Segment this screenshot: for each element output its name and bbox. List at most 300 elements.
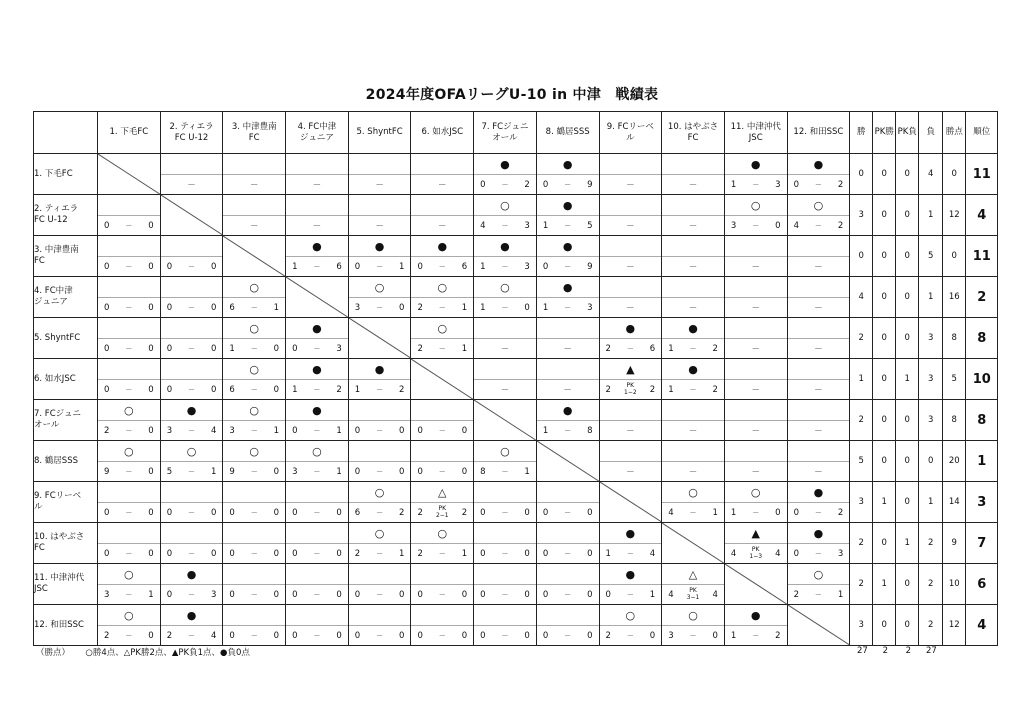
- match-score: [349, 421, 411, 440]
- match-cell: [599, 400, 662, 441]
- score-separator: －: [564, 180, 572, 189]
- match-cell: [98, 318, 161, 359]
- pk-score: 1−3: [749, 552, 763, 560]
- match-score: [600, 462, 662, 481]
- match-score: [725, 462, 787, 481]
- score-separator: －: [250, 631, 258, 640]
- result-symbol-icon: [537, 605, 599, 626]
- pk-score: 3−1: [686, 593, 700, 601]
- rank: 1: [966, 441, 998, 482]
- goals-for: 1: [542, 220, 549, 231]
- goals-for: 0: [229, 589, 235, 600]
- match-score: [98, 585, 160, 604]
- goals-for: 0: [292, 589, 298, 600]
- goals-for: 0: [229, 548, 235, 559]
- no-match-dash: －: [563, 344, 572, 355]
- rank: 3: [966, 482, 998, 523]
- goals-for: 3: [354, 302, 361, 313]
- result-symbol-icon: [161, 154, 223, 175]
- match-score: [98, 339, 160, 358]
- result-symbol-icon: ●: [411, 236, 473, 257]
- stat-losses: 2: [919, 523, 943, 564]
- match-score: [662, 380, 724, 399]
- result-symbol-icon: [161, 482, 223, 503]
- match-cell: [286, 441, 349, 482]
- goals-against: 0: [210, 384, 217, 395]
- result-symbol-icon: ○: [411, 318, 473, 339]
- goals-for: 3: [166, 425, 173, 436]
- team-name: 5. ShyntFC: [34, 318, 98, 359]
- stat-points: 8: [943, 400, 966, 441]
- score-separator: －: [438, 631, 446, 640]
- score-separator: －: [501, 221, 509, 230]
- match-score: [349, 544, 411, 563]
- stat-losses: 1: [919, 482, 943, 523]
- result-symbol-icon: [788, 359, 850, 380]
- stat-points: 12: [943, 195, 966, 236]
- diagonal-cell: [662, 523, 725, 564]
- score-separator: －: [125, 221, 133, 230]
- stat-pk-losses: 1: [896, 359, 919, 400]
- legend-text: ○勝4点、△PK勝2点、▲PK負1点、●負0点: [85, 648, 250, 658]
- match-score: [474, 626, 536, 645]
- points-legend: [36, 646, 250, 658]
- result-symbol-icon: [662, 154, 724, 175]
- match-cell: [223, 523, 286, 564]
- goals-against: 0: [148, 466, 154, 477]
- match-cell: [536, 564, 599, 605]
- goals-for: 4: [668, 507, 674, 518]
- result-symbol-icon: △: [662, 564, 724, 585]
- diagonal-line-icon: [349, 318, 411, 358]
- match-cell: [599, 318, 662, 359]
- goals-against: 9: [587, 179, 593, 190]
- diagonal-cell: [536, 441, 599, 482]
- stat-wins: 2: [850, 318, 873, 359]
- result-symbol-icon: [474, 318, 536, 339]
- score-separator: －: [564, 631, 572, 640]
- match-score: [161, 462, 223, 481]
- result-symbol-icon: [349, 441, 411, 462]
- diagonal-cell: [474, 400, 537, 441]
- match-score: [725, 339, 787, 358]
- goals-for: 2: [104, 425, 110, 436]
- goals-against: 1: [461, 302, 468, 313]
- score-separator: －: [689, 631, 697, 640]
- result-symbol-icon: ○: [223, 318, 285, 339]
- result-symbol-icon: [223, 605, 285, 626]
- result-symbol-icon: [411, 195, 473, 216]
- stat-pk-wins: 0: [873, 359, 896, 400]
- goals-for: 9: [229, 466, 235, 477]
- match-cell: [474, 441, 537, 482]
- match-score: [600, 298, 662, 317]
- match-cell: [724, 400, 787, 441]
- goals-for: 3: [292, 466, 298, 477]
- stat-points: 5: [943, 359, 966, 400]
- goals-for: 0: [542, 630, 549, 641]
- match-cell: [98, 400, 161, 441]
- result-symbol-icon: [474, 605, 536, 626]
- goals-for: 2: [104, 630, 110, 641]
- no-match-dash: －: [751, 303, 760, 314]
- goals-for: 2: [605, 630, 611, 641]
- match-cell: [160, 318, 223, 359]
- score-separator: －: [376, 590, 384, 599]
- goals-against: 1: [336, 425, 342, 436]
- score-separator: －: [626, 590, 634, 599]
- result-symbol-icon: ○: [725, 195, 787, 216]
- match-score: [537, 339, 599, 358]
- team-name: 9. FCリーベ ル: [34, 482, 98, 523]
- result-symbol-icon: ●: [788, 482, 850, 503]
- match-cell: [286, 236, 349, 277]
- corner-cell: [34, 112, 98, 154]
- match-score: [161, 380, 223, 399]
- team-name: 11. 中津沖代 JSC: [34, 564, 98, 605]
- match-cell: [348, 523, 411, 564]
- result-symbol-icon: [600, 154, 662, 175]
- goals-for: 0: [480, 179, 486, 190]
- goals-for: 0: [104, 302, 110, 313]
- goals-against: 1: [649, 589, 656, 600]
- goals-against: 0: [210, 548, 217, 559]
- match-cell: [160, 359, 223, 400]
- stat-wins: 2: [850, 564, 873, 605]
- diagonal-line-icon: [98, 154, 160, 194]
- score-separator: －: [376, 467, 384, 476]
- match-score: [725, 257, 787, 276]
- match-cell: [160, 277, 223, 318]
- pk-label: PK: [751, 546, 760, 553]
- result-symbol-icon: [537, 564, 599, 585]
- result-symbol-icon: [788, 400, 850, 421]
- result-symbol-icon: ○: [600, 605, 662, 626]
- score-separator: －: [125, 508, 133, 517]
- score-separator: －: [313, 344, 321, 353]
- result-symbol-icon: ○: [788, 195, 850, 216]
- goals-against: 1: [524, 466, 530, 477]
- match-score: [161, 339, 223, 358]
- match-cell: [474, 154, 537, 195]
- match-cell: [662, 236, 725, 277]
- score-separator: －: [501, 590, 509, 599]
- result-symbol-icon: ●: [788, 523, 850, 544]
- goals-for: 0: [542, 179, 549, 190]
- no-match-dash: －: [626, 221, 635, 232]
- match-cell: [536, 400, 599, 441]
- goals-against: 0: [461, 425, 468, 436]
- stat-losses: 3: [919, 318, 943, 359]
- goals-against: 1: [336, 466, 342, 477]
- goals-against: 0: [524, 302, 530, 313]
- match-score: [662, 216, 724, 235]
- result-symbol-icon: [411, 605, 473, 626]
- result-symbol-icon: [223, 523, 285, 544]
- match-cell: [286, 318, 349, 359]
- goals-against: 5: [587, 220, 593, 231]
- match-cell: [286, 605, 349, 646]
- goals-against: 4: [775, 548, 781, 559]
- goals-against: 0: [148, 630, 154, 641]
- match-score: [725, 626, 787, 645]
- score-separator: －: [125, 385, 133, 394]
- match-score: [223, 380, 285, 399]
- column-header-stat: 勝点: [943, 112, 966, 154]
- score-separator: －: [313, 590, 321, 599]
- match-cell: [98, 482, 161, 523]
- match-score: [725, 421, 787, 440]
- match-cell: [474, 318, 537, 359]
- goals-for: 0: [417, 425, 423, 436]
- goals-for: 1: [668, 384, 674, 395]
- match-cell: [599, 195, 662, 236]
- diagonal-cell: [160, 195, 223, 236]
- match-score: [98, 462, 160, 481]
- score-separator: －: [250, 467, 258, 476]
- match-score: [788, 421, 850, 440]
- goals-for: 1: [480, 302, 486, 313]
- match-score: [223, 421, 285, 440]
- goals-against: 4: [712, 589, 718, 600]
- score-separator: －: [313, 631, 321, 640]
- match-score: [286, 544, 348, 563]
- result-symbol-icon: [788, 318, 850, 339]
- result-symbol-icon: [600, 236, 662, 257]
- match-score: [474, 503, 536, 522]
- match-score: [349, 462, 411, 481]
- match-score: [662, 626, 724, 645]
- match-cell: [160, 523, 223, 564]
- table-row: [34, 400, 998, 441]
- no-match-dash: －: [626, 467, 635, 478]
- result-symbol-icon: ●: [537, 400, 599, 421]
- goals-for: 1: [730, 179, 737, 190]
- result-symbol-icon: [223, 482, 285, 503]
- no-match-dash: －: [751, 426, 760, 437]
- stat-losses: 1: [919, 195, 943, 236]
- match-cell: [348, 482, 411, 523]
- goals-for: 2: [166, 630, 173, 641]
- stat-pk-wins: 0: [873, 605, 896, 646]
- match-cell: [599, 359, 662, 400]
- result-symbol-icon: [98, 482, 160, 503]
- goals-against: 0: [148, 220, 154, 231]
- diagonal-line-icon: [725, 564, 787, 604]
- no-match-dash: －: [626, 180, 635, 191]
- score-separator: －: [313, 467, 321, 476]
- goals-for: 0: [480, 630, 486, 641]
- result-symbol-icon: [223, 564, 285, 585]
- table-row: [34, 277, 998, 318]
- table-row: [34, 236, 998, 277]
- result-symbol-icon: [98, 236, 160, 257]
- no-match-dash: －: [312, 221, 322, 232]
- goals-for: 0: [417, 589, 423, 600]
- match-score: [600, 175, 662, 194]
- stat-losses: 3: [919, 359, 943, 400]
- goals-against: 6: [461, 261, 468, 272]
- goals-against: 2: [837, 179, 844, 190]
- goals-for: 0: [417, 630, 423, 641]
- column-total: 2: [905, 646, 912, 656]
- no-match-dash: －: [688, 262, 698, 273]
- match-score: [411, 298, 473, 317]
- match-score: [223, 626, 285, 645]
- goals-for: 2: [793, 589, 799, 600]
- goals-for: 2: [417, 343, 423, 354]
- result-symbol-icon: [725, 359, 787, 380]
- match-cell: [98, 605, 161, 646]
- result-symbol-icon: ●: [600, 564, 662, 585]
- stat-pk-wins: 0: [873, 154, 896, 195]
- match-score: [286, 339, 348, 358]
- score-separator: －: [564, 549, 572, 558]
- match-score: [411, 216, 473, 235]
- goals-against: 0: [336, 507, 342, 518]
- stat-pk-wins: 1: [873, 564, 896, 605]
- goals-against: 3: [336, 343, 342, 354]
- goals-against: 6: [336, 261, 342, 272]
- goals-against: 4: [210, 425, 217, 436]
- stat-losses: 4: [919, 154, 943, 195]
- match-cell: [599, 605, 662, 646]
- goals-against: 0: [273, 343, 280, 354]
- match-cell: [286, 482, 349, 523]
- goals-for: 1: [229, 343, 235, 354]
- match-cell: [662, 195, 725, 236]
- stat-pk-losses: 0: [896, 277, 919, 318]
- match-score: [788, 339, 850, 358]
- result-symbol-icon: ●: [537, 195, 599, 216]
- stat-wins: 0: [850, 154, 873, 195]
- stat-points: 9: [943, 523, 966, 564]
- goals-against: 1: [273, 425, 280, 436]
- result-symbol-icon: [349, 154, 411, 175]
- match-cell: [411, 154, 474, 195]
- goals-for: 0: [354, 466, 361, 477]
- match-score: [788, 544, 850, 563]
- goals-for: 2: [417, 507, 423, 518]
- match-score: [223, 585, 285, 604]
- result-symbol-icon: ●: [286, 236, 348, 257]
- match-score: [600, 339, 662, 358]
- match-score: [286, 175, 348, 194]
- goals-against: 0: [336, 589, 342, 600]
- match-score: [411, 626, 473, 645]
- goals-for: 0: [354, 425, 361, 436]
- page-title: 2024年度OFAリーグU-10 in 中津 戦績表: [365, 87, 659, 103]
- match-cell: [599, 523, 662, 564]
- match-score: [223, 175, 285, 194]
- no-match-dash: －: [187, 180, 196, 191]
- score-separator: －: [438, 549, 446, 558]
- goals-against: 0: [399, 425, 405, 436]
- goals-against: 1: [148, 589, 154, 600]
- diagonal-line-icon: [474, 400, 536, 440]
- goals-for: 2: [605, 384, 611, 395]
- match-score: [161, 503, 223, 522]
- match-score: [98, 421, 160, 440]
- goals-against: 0: [524, 507, 530, 518]
- match-cell: [160, 400, 223, 441]
- match-cell: [662, 277, 725, 318]
- score-separator: －: [814, 508, 822, 517]
- stat-wins: 0: [850, 236, 873, 277]
- table-row: [34, 154, 998, 195]
- goals-for: 0: [292, 630, 298, 641]
- goals-for: 0: [229, 507, 235, 518]
- no-match-dash: －: [375, 221, 384, 232]
- match-cell: [286, 523, 349, 564]
- column-header-stat: 負: [919, 112, 943, 154]
- match-cell: [474, 277, 537, 318]
- match-cell: [662, 359, 725, 400]
- match-cell: [411, 605, 474, 646]
- no-match-dash: －: [814, 262, 823, 273]
- goals-against: 3: [524, 220, 530, 231]
- match-score: [349, 216, 411, 235]
- result-symbol-icon: [474, 564, 536, 585]
- goals-for: 3: [730, 220, 737, 231]
- diagonal-cell: [348, 318, 411, 359]
- match-cell: [98, 359, 161, 400]
- match-score: [788, 462, 850, 481]
- match-cell: [787, 400, 850, 441]
- match-cell: [787, 236, 850, 277]
- goals-against: 1: [273, 302, 280, 313]
- result-symbol-icon: ○: [223, 277, 285, 298]
- pk-result: [749, 547, 762, 560]
- result-symbol-icon: ●: [725, 154, 787, 175]
- team-name: 1. 下毛FC: [34, 154, 98, 195]
- match-cell: [286, 195, 349, 236]
- column-header-stat: PK負: [896, 112, 919, 154]
- stat-pk-losses: 1: [896, 523, 919, 564]
- goals-against: 4: [649, 548, 656, 559]
- result-symbol-icon: ●: [600, 523, 662, 544]
- table-row: [34, 564, 998, 605]
- goals-against: 2: [336, 384, 342, 395]
- score-separator: －: [501, 467, 509, 476]
- match-score: [788, 503, 850, 522]
- goals-for: 1: [354, 384, 361, 395]
- match-cell: [787, 523, 850, 564]
- goals-against: 0: [210, 507, 217, 518]
- rank: 10: [966, 359, 998, 400]
- match-cell: [223, 605, 286, 646]
- goals-against: 0: [273, 466, 280, 477]
- match-cell: [411, 236, 474, 277]
- goals-against: 2: [837, 220, 844, 231]
- goals-for: 1: [542, 302, 549, 313]
- stat-pk-wins: 0: [873, 236, 896, 277]
- diagonal-cell: [223, 236, 286, 277]
- result-symbol-icon: ●: [286, 359, 348, 380]
- goals-for: 0: [793, 179, 799, 190]
- goals-for: 1: [605, 548, 611, 559]
- goals-for: 0: [417, 261, 423, 272]
- no-match-dash: －: [751, 262, 760, 273]
- goals-against: 0: [461, 466, 468, 477]
- goals-against: 1: [712, 507, 718, 518]
- match-score: [286, 626, 348, 645]
- stat-pk-losses: 0: [896, 195, 919, 236]
- legend-label: （勝点）: [36, 648, 71, 658]
- goals-for: 0: [793, 548, 799, 559]
- match-cell: [474, 359, 537, 400]
- score-separator: －: [564, 303, 572, 312]
